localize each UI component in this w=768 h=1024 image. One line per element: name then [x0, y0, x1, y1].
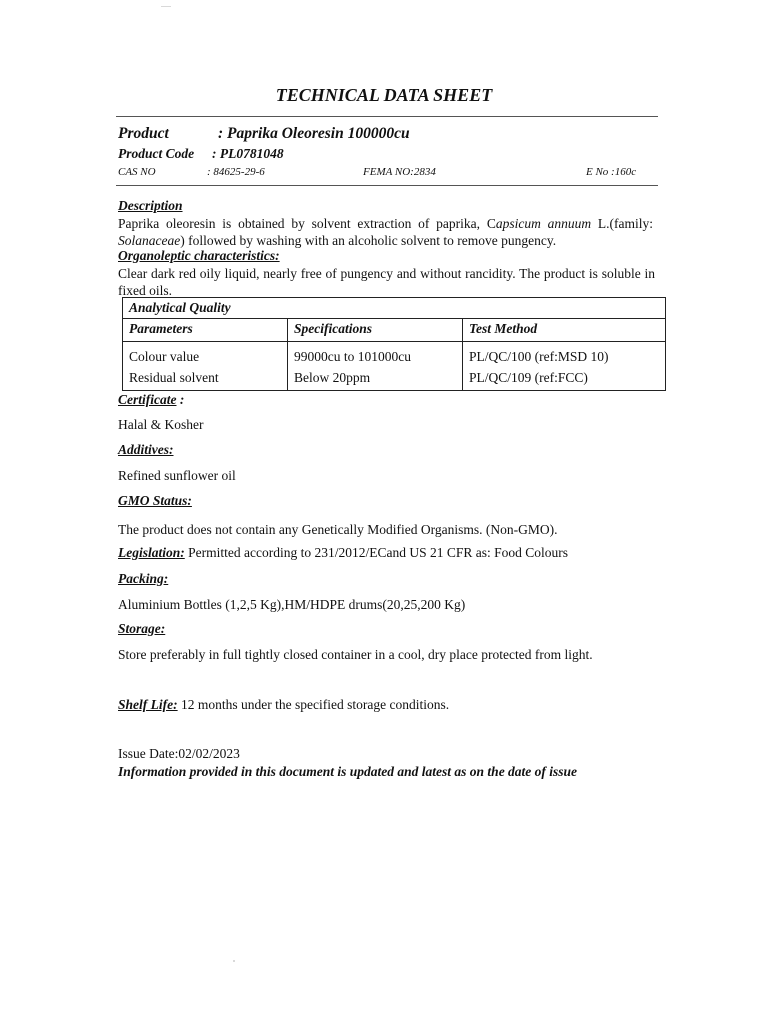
issue-date: Issue Date:02/02/2023 [118, 746, 240, 761]
description-line2: ) followed by washing with an alcoholic solvent to remove pungency. [180, 233, 557, 248]
product-label: Product [118, 125, 169, 142]
scan-mark [233, 960, 235, 962]
e-number: E No :160c [586, 166, 637, 178]
description-line1: Paprika oleoresin is obtained by solvent extraction of paprika, C [118, 216, 496, 231]
cas-label: CAS NO [118, 166, 156, 178]
product-row [118, 125, 410, 143]
table-row [123, 342, 666, 391]
legislation-heading: Legislation: [118, 545, 185, 560]
certificate-text: Halal & Kosher [118, 417, 204, 432]
description-heading: Description [118, 198, 183, 213]
certificate-heading-row [118, 392, 184, 408]
shelf-life-heading: Shelf Life: [118, 697, 178, 712]
organoleptic-text: Clear dark red oily liquid, nearly free of pungency and without rancidity. The product is soluble in fixed oils. [118, 266, 655, 298]
cas-value: : 84625-29-6 [207, 166, 265, 178]
gmo-heading: GMO Status: [118, 493, 192, 508]
specifications-cell [288, 342, 463, 391]
storage-text: Store preferably in full tightly closed container in a cool, dry place protected from light. [118, 647, 593, 662]
certificate-heading: Certificate [118, 392, 177, 407]
certificate-colon: : [176, 392, 185, 407]
shelf-life-text: 12 months under the specified storage conditions. [177, 697, 450, 712]
organoleptic-heading: Organoleptic characteristics: [118, 248, 280, 263]
fema-number: FEMA NO:2834 [363, 166, 436, 178]
column-header-parameters: Parameters [123, 319, 288, 342]
parameter-colour-value: Colour value [129, 349, 200, 364]
product-code-value: : PL0781048 [212, 146, 284, 161]
family-name: Solanaceae [118, 233, 181, 248]
additives-text: Refined sunflower oil [118, 468, 236, 483]
description-line1-end: L.(family: [591, 216, 653, 231]
storage-heading: Storage: [118, 621, 166, 636]
analytical-caption: Analytical Quality [123, 298, 666, 319]
footer-note: Information provided in this document is updated and latest as on the date of issue [118, 764, 578, 779]
product-code-row [118, 146, 284, 162]
column-header-test-method: Test Method [463, 319, 666, 342]
legislation-row [118, 545, 568, 561]
page-title: TECHNICAL DATA SHEET [275, 85, 493, 105]
parameter-residual-solvent: Residual solvent [129, 370, 219, 385]
parameters-cell [123, 342, 288, 391]
shelf-life-row [118, 697, 449, 713]
scan-mark [161, 6, 171, 7]
legislation-text: Permitted according to 231/2012/ECand US 21 CFR as: Food Colours [184, 545, 568, 560]
test-method-cell [463, 342, 666, 391]
method-residual-solvent: PL/QC/109 (ref:FCC) [469, 370, 588, 385]
column-header-specifications: Specifications [288, 319, 463, 342]
packing-text: Aluminium Bottles (1,2,5 Kg),HM/HDPE drums(20,25,200 Kg) [118, 597, 466, 612]
product-value: : Paprika Oleoresin 100000cu [218, 125, 410, 142]
product-code-label: Product Code [118, 146, 195, 161]
title-divider [116, 116, 658, 117]
method-colour-value: PL/QC/100 (ref:MSD 10) [469, 349, 609, 364]
packing-heading: Packing: [118, 571, 169, 586]
description-text [118, 215, 653, 249]
species-name: apsicum annuum [495, 216, 592, 231]
spec-colour-value: 99000cu to 101000cu [294, 349, 411, 364]
gmo-text: The product does not contain any Genetically Modified Organisms. (Non-GMO). [118, 522, 558, 537]
spec-residual-solvent: Below 20ppm [294, 370, 371, 385]
additives-heading: Additives: [118, 442, 174, 457]
header-divider [116, 185, 658, 186]
analytical-quality-table [122, 297, 666, 391]
